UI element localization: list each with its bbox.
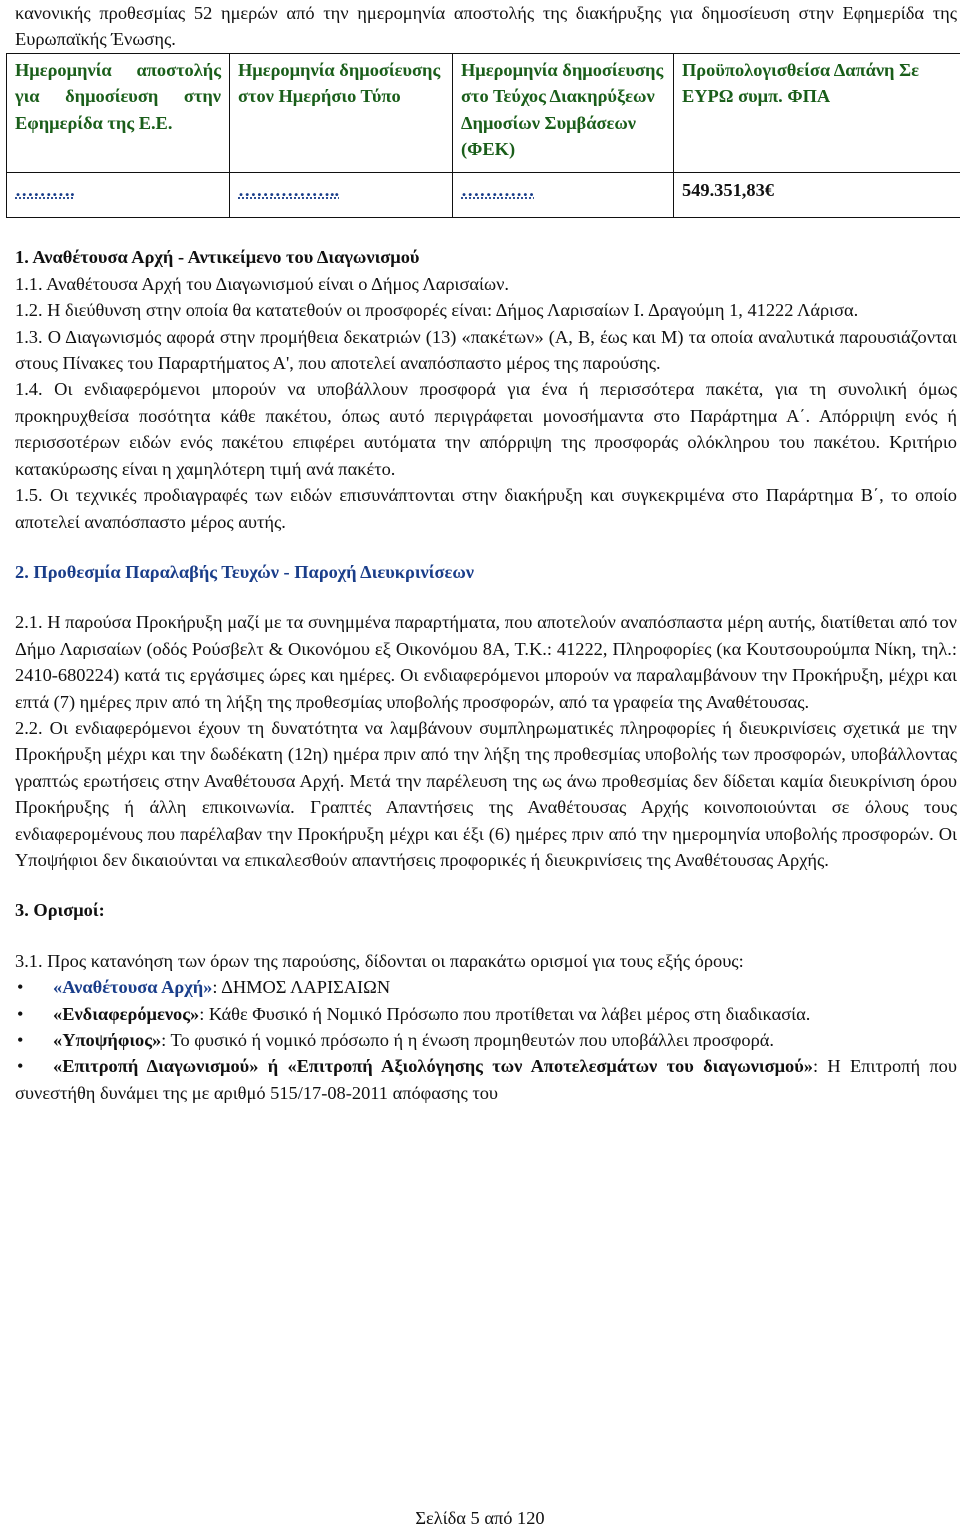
page-number-footer: Σελίδα 5 από 120 [0,1505,960,1531]
paragraph-2-2: 2.2. Οι ενδιαφερόμενοι έχουν τη δυνατότητα να λαμβάνουν συμπληρωματικές πληροφορίες ή διευκρινίσεις σχετικά με την Προκήρυξη μέχρι και την δωδέκατη (12η) ημέρα πριν από την λήξη της προθεσμίας υποβολής των προσφορών, υποβάλλοντας γραπτώς ερωτήσεις στην Αναθέτουσα Αρχή. Μετά την παρέλευση της ως άνω προθεσμίας δεν δίδεται καμία διευκρίνιση όρου Προκήρυξης ή άλλη επικοινωνία. Γραπτές Απαντήσεις της Αναθέτουσας Αρχής κοινοποιούνται σε όλους τους ενδιαφερομένους που παρέλαβαν την Προκήρυξη μέχρι και έξι (6) ημέρες πριν από την ημερομηνία υποβολής προσφορών. Οι Υποψήφιοι δεν δικαιούνται να επικαλεσθούν απαντήσεις προφορικές ή διευκρινίσεις της Αναθέτουσας Αρχής. [15,715,957,873]
definition-text: : Κάθε Φυσικό ή Νομικό Πρόσωπο που προτίθεται να λάβει μέρος στη διαδικασία. [199,1004,810,1024]
bullet-icon: • [17,1027,23,1053]
header-cell-label: Ημερομηνία δημοσίευσης στον Ημερήσιο Τύπο [238,57,444,110]
table-header-send-date [7,53,230,173]
list-item [15,1001,957,1027]
paragraph-1-1: 1.1. Αναθέτουσα Αρχή του Διαγωνισμού είναι ο Δήμος Λαρισαίων. [15,271,957,297]
page-content [15,0,957,1106]
definitions-list [15,974,957,1106]
table-header-fek-date [453,53,674,173]
table-header-row [7,53,960,173]
definition-term: «Επιτροπή Διαγωνισμού» ή «Επιτροπή Αξιολόγησης των Αποτελεσμάτων του διαγωνισμού» [53,1056,813,1076]
spacer [15,218,957,244]
date-placeholder: …………….. [238,180,339,200]
intro-paragraph: κανονικής προθεσμίας 52 ημερών από την ημερομηνία αποστολής της διακήρυξης για δημοσίευση στην Εφημερίδα της Ευρωπαϊκής Ένωσης. [15,0,957,53]
dates-budget-table [6,53,960,219]
definition-term: «Υποψήφιος» [53,1030,161,1050]
spacer [15,585,957,609]
header-cell-label: Προϋπολογισθείσα Δαπάνη Σε ΕΥΡΩ συμπ. ΦΠΑ [682,57,958,110]
definition-term: «Ενδιαφερόμενος» [53,1004,199,1024]
bullet-icon: • [17,974,23,1000]
paragraph-1-4: 1.4. Οι ενδιαφερόμενοι μπορούν να υποβάλλουν προσφορά για ένα ή περισσότερα πακέτα, για τη συνολική όμως προκηρυχθείσα ποσότητα κάθε πακέτου, όπως αυτό περιγράφεται μονοσήμαντα στο Παράρτημα Α΄. Απόρριψη ενός ή περισσοτέρων ειδών ενός πακέτου επιφέρει αυτόματα την απόρριψη της προσφοράς ολόκληρου του πακέτου. Κριτήριο κατακύρωσης είναι η χαμηλότερη τιμή ανά πακέτο. [15,376,957,482]
euro-icon: € [765,180,774,200]
paragraph-1-2: 1.2. Η διεύθυνση στην οποία θα κατατεθούν οι προσφορές είναι: Δήμος Λαρισαίων Ι. Δραγούμη 1, 41222 Λάρισα. [15,297,957,323]
definition-text: : Το φυσικό ή νομικό πρόσωπο ή η ένωση προμηθευτών που υποβάλλει προσφορά. [161,1030,774,1050]
paragraph-2-1: 2.1. Η παρούσα Προκήρυξη μαζί με τα συνημμένα παραρτήματα, που αποτελούν αναπόσπαστα μέρη αυτής, διατίθεται από τον Δήμο Λαρισαίων (οδός Ρούσβελτ & Οικονόμου εξ Οικονόμου 8Α, Τ.Κ.: 41222, Πληροφορίες (κα Κουτσουρούμπα Νίκη, τηλ.: 2410-680224) κατά τις εργάσιμες ώρες και ημέρες. Οι ενδιαφερόμενοι μπορούν να παραλαμβάνουν την Προκήρυξη, μέχρι και επτά (7) ημέρες πριν από τη λήξη της προθεσμίας υποβολής προσφορών, από τα γραφεία της Αναθέτουσας. [15,609,957,715]
date-placeholder: ………… [461,180,535,200]
table-cell-budget [674,173,960,218]
paragraph-1-3: 1.3. Ο Διαγωνισμός αφορά στην προμήθεια δεκατριών (13) «πακέτων» (Α, Β, έως και Μ) τα οποία αναλυτικά παρουσιάζονται στους Πίνακες του Παραρτήματος Α', που αποτελεί αναπόσπαστο μέρος της παρούσης. [15,324,957,377]
list-item [15,1027,957,1053]
paragraph-3-1: 3.1. Προς κατανόηση των όρων της παρούσης, δίδονται οι παρακάτω ορισμοί για τους εξής όρους: [15,948,957,974]
budget-value: 549.351,83 [682,180,765,200]
date-placeholder: ………. [15,180,75,200]
definition-text: : Η Επιτροπή που συνεστήθη δυνάμει της με αριθμό 515/17-08-2011 απόφασης του [15,1056,957,1102]
definition-term: «Αναθέτουσα Αρχή» [53,977,212,997]
table-cell-press-date [230,173,453,218]
spacer [15,873,957,897]
table-header-budget [674,53,960,173]
spacer [15,535,957,559]
list-item [15,1053,957,1106]
table-header-press-date [230,53,453,173]
bullet-icon: • [17,1001,23,1027]
table-cell-send-date [7,173,230,218]
bullet-icon: • [17,1053,23,1079]
header-cell-label: Ημερομηνία αποστολής για δημοσίευση στην Εφημερίδα της Ε.Ε. [15,57,221,136]
table-cell-fek-date [453,173,674,218]
header-cell-label: Ημερομηνία δημοσίευσης στο Τεύχος Διακηρύξεων Δημοσίων Συμβάσεων (ΦΕΚ) [461,57,665,163]
section-2-heading: 2. Προθεσμία Παραλαβής Τευχών - Παροχή Διευκρινίσεων [15,559,957,585]
paragraph-1-5: 1.5. Οι τεχνικές προδιαγραφές των ειδών επισυνάπτονται στην διακήρυξη και συγκεκριμένα στο Παράρτημα Β΄, το οποίο αποτελεί αναπόσπαστο μέρος αυτής. [15,482,957,535]
spacer [15,924,957,948]
section-1-heading: 1. Αναθέτουσα Αρχή - Αντικείμενο του Διαγωνισμού [15,244,957,270]
table-row [7,173,960,218]
section-3-heading: 3. Ορισμοί: [15,897,957,923]
definition-text: : ΔΗΜΟΣ ΛΑΡΙΣΑΙΩΝ [212,977,390,997]
list-item [15,974,957,1000]
